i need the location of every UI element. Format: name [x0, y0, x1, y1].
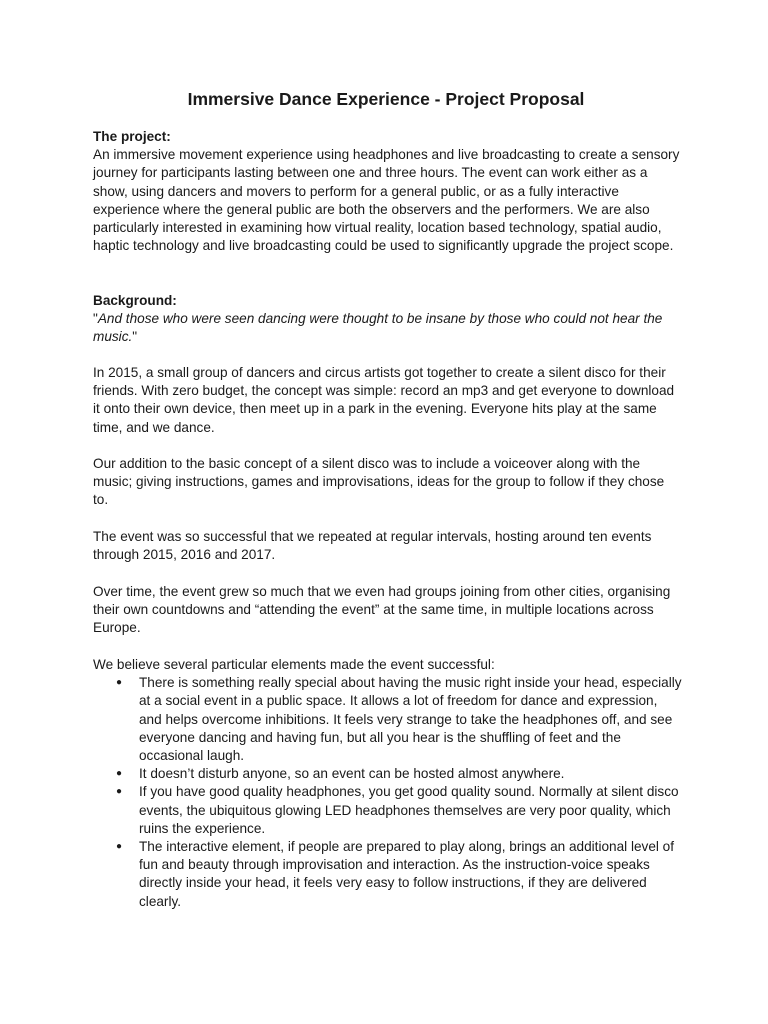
- bullet-icon: ●: [116, 677, 123, 689]
- list-item: [93, 783, 683, 838]
- project-heading: The project:: [93, 129, 171, 144]
- bullet-icon: ●: [116, 841, 123, 853]
- list-item-text: It doesn’t disturb anyone, so an event can be hosted almost anywhere.: [139, 766, 565, 782]
- background-quote: [93, 310, 683, 346]
- list-item-text: The interactive element, if people are prepared to play along, brings an additional level of fun and beauty through improvisation and interaction. As the instruction-voice speaks directly inside your head, it feels very easy to follow instructions, if they are delivered clearly.: [139, 839, 675, 909]
- background-paragraph-5: [93, 656, 683, 911]
- background-paragraph-4: [93, 583, 683, 638]
- list-item: [93, 765, 683, 783]
- list-item-text: There is something really special about having the music right inside your head, especially at a social event in a public space. It allows a lot of freedom for dance and expression, and helps overcome inhibitions. It feels very strange to take the headphones off, and see everyone dancing and having fun, but all you hear is the shuffling of feet and the occasional laugh.: [139, 675, 682, 764]
- quote-open-mark: ": [93, 311, 98, 327]
- paragraph-success: The event was so successful that we repeated at regular intervals, hosting around ten events through 2015, 2016 and 2017.: [93, 529, 652, 563]
- quote-text: And those who were seen dancing were thought to be insane by those who could not hear the music.: [93, 311, 663, 345]
- paragraph-growth: Over time, the event grew so much that we even had groups joining from other cities, organising their own countdowns and “attending the event” at the same time, in multiple locations across Europe.: [93, 584, 671, 636]
- quote-close-mark: ": [132, 329, 138, 345]
- paragraph-voiceover: Our addition to the basic concept of a silent disco was to include a voiceover along with the music; giving instructions, games and improvisations, ideas for the group to follow if they chose to.: [93, 456, 665, 508]
- background-paragraph-1: [93, 364, 683, 437]
- document-title: Immersive Dance Experience - Project Proposal: [187, 89, 585, 109]
- paragraph-silent-disco-origin: In 2015, a small group of dancers and circus artists got together to create a silent disco for their friends. With zero budget, the concept was simple: record an mp3 and get everyone to download it onto their own device, then meet up in a park in the evening. Everyone hits play at the same time, and we dance.: [93, 365, 675, 435]
- project-paragraph: An immersive movement experience using headphones and live broadcasting to create a sensory journey for participants lasting between one and three hours. The event can work either as a show, using dancers and movers to perform for a general public, or as a fully interactive experience where the general public are both the observers and the performers. We are also particularly interested in examining how virtual reality, location based technology, spatial audio, haptic technology and live broadcasting could be used to significantly upgrade the project scope.: [93, 147, 680, 254]
- project-section: [93, 128, 683, 255]
- background-section: [93, 292, 683, 347]
- background-heading: Background:: [93, 293, 177, 308]
- bullet-icon: ●: [116, 786, 123, 798]
- list-item: [93, 838, 683, 911]
- background-paragraph-2: [93, 455, 683, 510]
- bullet-icon: ●: [116, 768, 123, 780]
- list-item-text: If you have good quality headphones, you get good quality sound. Normally at silent disco events, the ubiquitous glowing LED headphones themselves are very poor quality, which ruins the experience.: [139, 784, 679, 836]
- paragraph-elements-intro: We believe several particular elements made the event successful:: [93, 657, 495, 672]
- success-elements-list: [93, 674, 683, 911]
- list-item: [93, 674, 683, 765]
- background-paragraph-3: [93, 528, 683, 564]
